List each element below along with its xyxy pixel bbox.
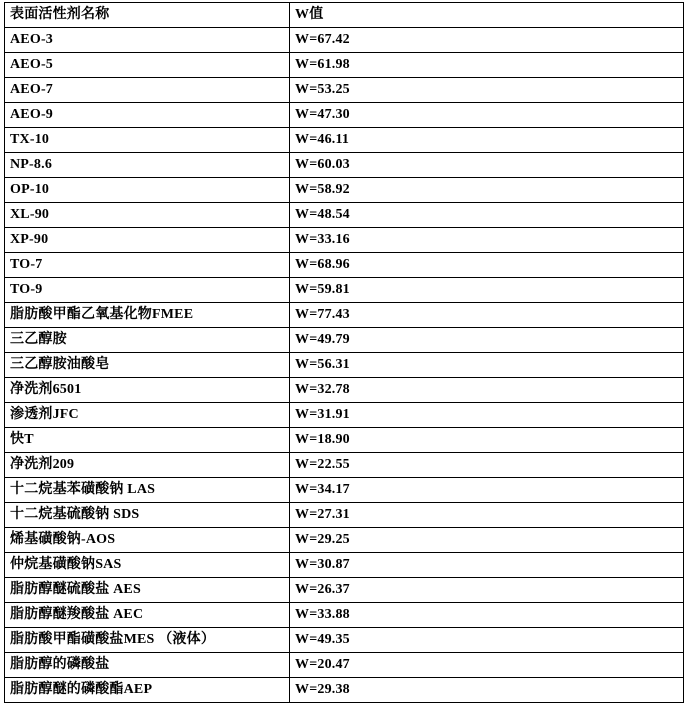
table-header (5, 3, 684, 28)
cell-surfactant-name: TO-9 (5, 278, 290, 303)
table-row (5, 478, 684, 503)
table-row (5, 678, 684, 703)
cell-w-value: W=77.43 (290, 303, 684, 328)
table-row (5, 53, 684, 78)
cell-w-value: W=27.31 (290, 503, 684, 528)
cell-surfactant-name: AEO-7 (5, 78, 290, 103)
table-row (5, 653, 684, 678)
cell-w-value: W=67.42 (290, 28, 684, 53)
cell-surfactant-name: 脂肪酸甲酯乙氧基化物FMEE (5, 303, 290, 328)
cell-surfactant-name: 三乙醇胺 (5, 328, 290, 353)
table-row (5, 553, 684, 578)
table-row (5, 103, 684, 128)
cell-surfactant-name: 快T (5, 428, 290, 453)
table-row (5, 203, 684, 228)
table-row (5, 128, 684, 153)
table-row (5, 453, 684, 478)
cell-surfactant-name: AEO-9 (5, 103, 290, 128)
cell-w-value: W=29.25 (290, 528, 684, 553)
table-header-row (5, 3, 684, 28)
table-row (5, 603, 684, 628)
cell-w-value: W=33.16 (290, 228, 684, 253)
table-row (5, 378, 684, 403)
table-row (5, 178, 684, 203)
cell-w-value: W=29.38 (290, 678, 684, 703)
cell-w-value: W=31.91 (290, 403, 684, 428)
table-row (5, 528, 684, 553)
cell-surfactant-name: 净洗剂6501 (5, 378, 290, 403)
table-row (5, 578, 684, 603)
cell-w-value: W=46.11 (290, 128, 684, 153)
cell-w-value: W=48.54 (290, 203, 684, 228)
cell-w-value: W=20.47 (290, 653, 684, 678)
cell-w-value: W=56.31 (290, 353, 684, 378)
cell-w-value: W=49.35 (290, 628, 684, 653)
cell-w-value: W=26.37 (290, 578, 684, 603)
cell-w-value: W=49.79 (290, 328, 684, 353)
cell-w-value: W=22.55 (290, 453, 684, 478)
cell-surfactant-name: AEO-5 (5, 53, 290, 78)
table-body (5, 28, 684, 703)
document-page (0, 2, 687, 727)
column-header-name: 表面活性剂名称 (5, 3, 290, 28)
cell-surfactant-name: 十二烷基硫酸钠 SDS (5, 503, 290, 528)
cell-w-value: W=58.92 (290, 178, 684, 203)
cell-surfactant-name: 脂肪酸甲酯磺酸盐MES （液体） (5, 628, 290, 653)
cell-surfactant-name: TX-10 (5, 128, 290, 153)
table-row (5, 303, 684, 328)
table-row (5, 253, 684, 278)
table-row (5, 228, 684, 253)
cell-surfactant-name: 净洗剂209 (5, 453, 290, 478)
cell-w-value: W=34.17 (290, 478, 684, 503)
cell-w-value: W=33.88 (290, 603, 684, 628)
cell-w-value: W=53.25 (290, 78, 684, 103)
table-row (5, 328, 684, 353)
table-row (5, 628, 684, 653)
table-row (5, 28, 684, 53)
table-row (5, 503, 684, 528)
cell-w-value: W=61.98 (290, 53, 684, 78)
table-row (5, 403, 684, 428)
cell-w-value: W=47.30 (290, 103, 684, 128)
column-header-value: W值 (290, 3, 684, 28)
cell-w-value: W=59.81 (290, 278, 684, 303)
table-row (5, 353, 684, 378)
table-row (5, 78, 684, 103)
cell-surfactant-name: 烯基磺酸钠-AOS (5, 528, 290, 553)
cell-surfactant-name: 十二烷基苯磺酸钠 LAS (5, 478, 290, 503)
cell-surfactant-name: OP-10 (5, 178, 290, 203)
cell-w-value: W=18.90 (290, 428, 684, 453)
table-row (5, 153, 684, 178)
table-row (5, 278, 684, 303)
cell-surfactant-name: 仲烷基磺酸钠SAS (5, 553, 290, 578)
cell-surfactant-name: 渗透剂JFC (5, 403, 290, 428)
cell-surfactant-name: 三乙醇胺油酸皂 (5, 353, 290, 378)
cell-surfactant-name: XP-90 (5, 228, 290, 253)
cell-surfactant-name: AEO-3 (5, 28, 290, 53)
cell-w-value: W=30.87 (290, 553, 684, 578)
cell-w-value: W=60.03 (290, 153, 684, 178)
cell-surfactant-name: 脂肪醇醚的磷酸酯AEP (5, 678, 290, 703)
cell-surfactant-name: XL-90 (5, 203, 290, 228)
cell-surfactant-name: NP-8.6 (5, 153, 290, 178)
cell-surfactant-name: TO-7 (5, 253, 290, 278)
cell-surfactant-name: 脂肪醇醚硫酸盐 AES (5, 578, 290, 603)
table-row (5, 428, 684, 453)
cell-surfactant-name: 脂肪醇醚羧酸盐 AEC (5, 603, 290, 628)
surfactant-w-value-table (4, 2, 684, 703)
cell-w-value: W=32.78 (290, 378, 684, 403)
cell-surfactant-name: 脂肪醇的磷酸盐 (5, 653, 290, 678)
cell-w-value: W=68.96 (290, 253, 684, 278)
